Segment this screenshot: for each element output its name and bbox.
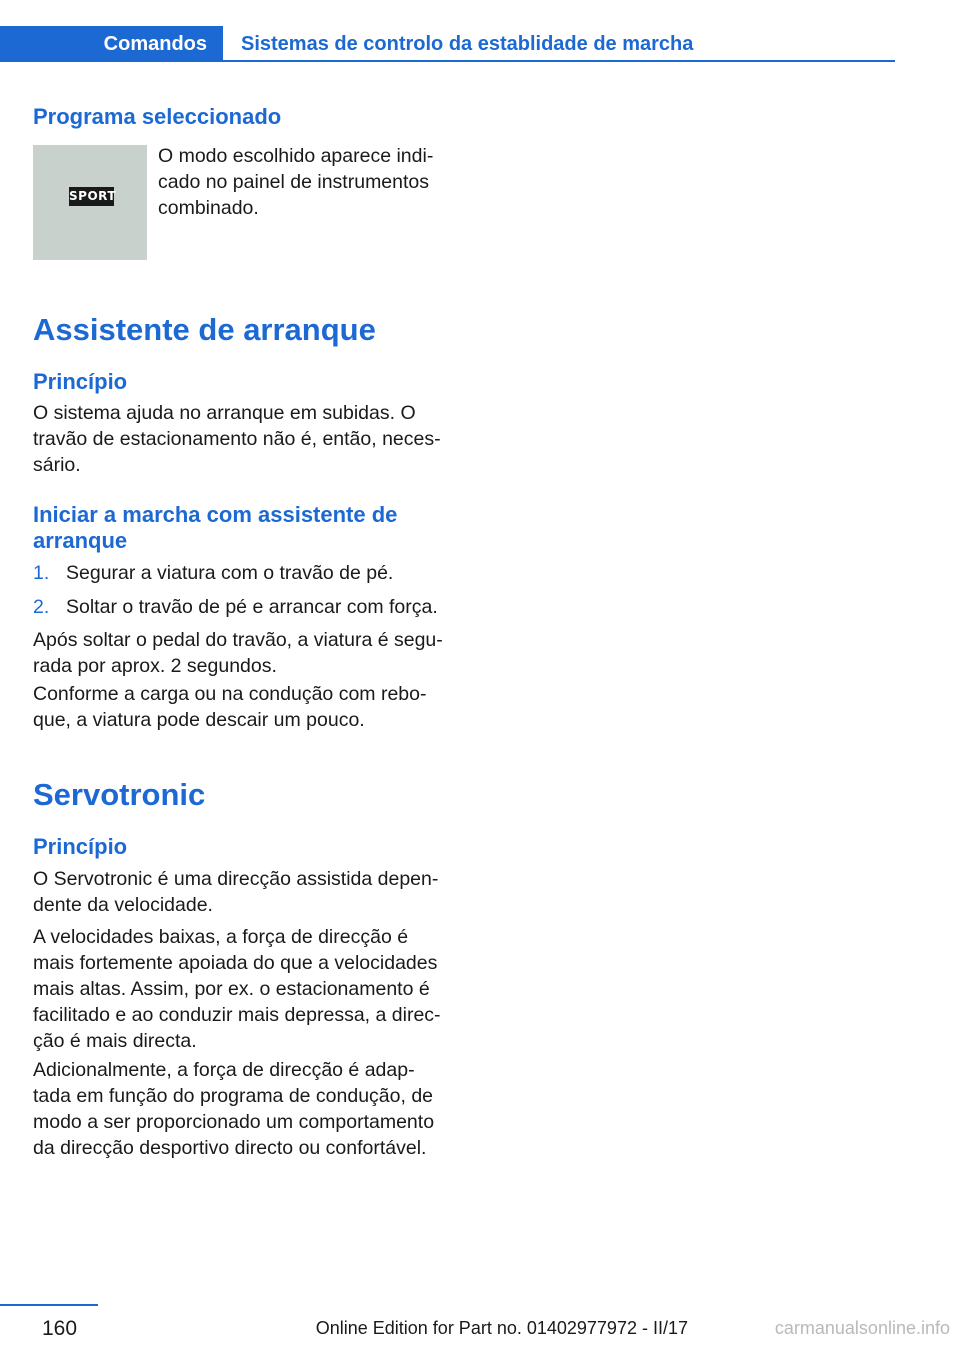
- servotronic-para-3: Adicionalmente, a força de direcção é adap- tada em função do programa de condução, de modo a ser proporcionado um comportamento da direcção desportivo directo ou confortável.: [33, 1059, 435, 1159]
- start-assistant-title: Assistente de arranque: [33, 312, 376, 347]
- start-steps-list: [33, 560, 453, 620]
- edition-text: Online Edition for Part no. 01402977972 - II/17: [315, 1318, 688, 1338]
- footer-rule: [0, 1304, 98, 1306]
- program-selected-text: O modo escolhido aparece indi- cado no painel de instrumentos combinado.: [158, 145, 434, 219]
- chapter-title: Sistemas de controlo da establidade de marcha: [241, 33, 694, 55]
- watermark: carmanualsonline.info: [774, 1318, 950, 1338]
- servotronic-para-1: O Servotronic é uma direcção assistida depen- dente da velocidade.: [33, 868, 439, 916]
- servotronic-para-2: A velocidades baixas, a força de direcção é mais fortemente apoiada do que a velocidades mais altas. Assim, por ex. o estacionamento é facilitado e ao conduzir mais depressa, a direc- ção é mais directa.: [33, 926, 441, 1052]
- section-tab: Comandos: [0, 26, 223, 62]
- start-para-1: Após soltar o pedal do travão, a viatura é segu- rada por aprox. 2 segundos.: [33, 629, 443, 677]
- page-header: [0, 26, 895, 62]
- start-assistant-principle-text: O sistema ajuda no arranque em subidas. O travão de estacionamento não é, então, neces- sário.: [33, 402, 441, 476]
- start-para-2: Conforme a carga ou na condução com rebo- que, a viatura pode descair um pouco.: [33, 683, 427, 731]
- list-item: 1. Segurar a viatura com o travão de pé.: [33, 562, 394, 584]
- start-assistant-principle-heading: Princípio: [33, 369, 128, 394]
- sport-indicator-image: [33, 145, 147, 260]
- sport-badge: SPORT: [69, 187, 114, 206]
- page-number: 160: [42, 1317, 78, 1340]
- servotronic-title: Servotronic: [33, 777, 206, 812]
- servotronic-principle-heading: Princípio: [33, 834, 128, 859]
- header-rule: [223, 60, 895, 62]
- program-selected-heading: Programa seleccionado: [33, 104, 282, 129]
- start-heading: Iniciar a marcha com assistente de arranque: [33, 502, 398, 553]
- list-item: 2. Soltar o travão de pé e arrancar com força.: [33, 596, 438, 618]
